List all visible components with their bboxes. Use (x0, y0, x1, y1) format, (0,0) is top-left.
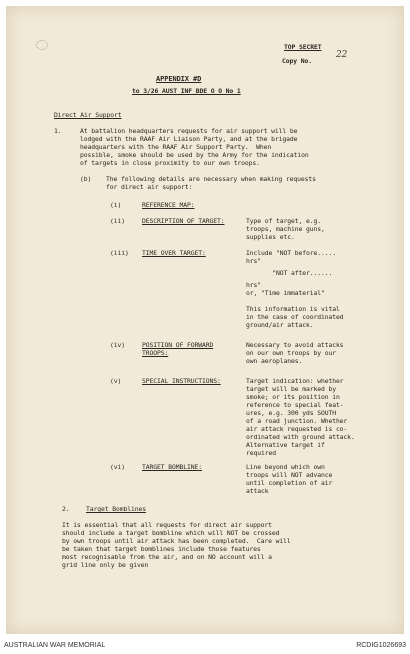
document-page (6, 6, 404, 634)
section-heading-direct-air-support: Direct Air Support (54, 111, 122, 119)
item-title-continued: TROOPS: (142, 349, 169, 357)
section-number-2: 2. (62, 505, 70, 513)
archive-reference-id: RCDIG1026693 (356, 642, 406, 649)
section-heading-target-bomblines: Target Bomblines (86, 505, 146, 513)
archive-footer (0, 640, 410, 654)
item-detail-line: air attack requested is co- (246, 425, 348, 433)
item-detail-line: ground/air attack. (246, 321, 314, 329)
item-detail-line: ures, e.g. 300 yds SOUTH (246, 409, 336, 417)
item-detail-line: troops, machine guns, (246, 225, 325, 233)
sub-paragraph-b-line: for direct air support: (106, 183, 193, 191)
sub-paragraph-b-label: (b) (80, 175, 92, 183)
item-detail-line: ordinated with ground attack. (246, 433, 355, 441)
item-detail-line: or, "Time immaterial" (246, 289, 325, 297)
item-detail-line: until completion of air (246, 479, 333, 487)
item-detail-line: hrs" (246, 257, 261, 265)
sub-paragraph-b-line: The following details are necessary when making requests (106, 175, 316, 183)
item-number: (ii) (110, 217, 125, 225)
paragraph-line: It is essential that all requests for direct air support (62, 521, 272, 529)
item-detail-line: Include "NOT before..... (246, 249, 336, 257)
item-number: (vi) (110, 463, 125, 471)
item-detail-line: attack (246, 487, 269, 495)
item-number: (i) (110, 201, 122, 209)
paragraph-line: grid line only be given (62, 561, 149, 569)
section-number-1: 1. (54, 127, 62, 135)
item-detail-line: own aeroplanes. (246, 357, 303, 365)
item-detail-line: troops will NOT advance (246, 471, 333, 479)
item-detail-line: reference to special feat- (246, 401, 344, 409)
item-number: (v) (110, 377, 122, 385)
security-classification: TOP SECRET (284, 43, 322, 51)
paragraph-line: possible, smoke should be used by the Army for the indication (80, 151, 309, 159)
appendix-title: APPENDIX #D (156, 75, 202, 83)
item-title-description-of-target: DESCRIPTION OF TARGET: (142, 217, 225, 225)
paragraph-line: most recognisable from the air, and on NO account will a (62, 553, 272, 561)
paragraph-line: by own troops until air attack has been completed. Care will (62, 537, 291, 545)
item-title-special-instructions: SPECIAL INSTRUCTIONS: (142, 377, 221, 385)
pencil-mark (36, 40, 48, 50)
item-detail-line: smoke; or its position in (246, 393, 340, 401)
item-detail-line: target will be marked by (246, 385, 336, 393)
item-number: (iii) (110, 249, 129, 257)
item-title-time-over-target: TIME OVER TARGET: (142, 249, 206, 257)
item-detail-line: in the case of coordinated (246, 313, 344, 321)
paragraph-line: At battalion headquarters requests for air support will be (80, 127, 298, 135)
item-detail-line: Line beyond which own (246, 463, 325, 471)
item-detail-line: "NOT after...... (246, 269, 333, 277)
paragraph-line: should include a target bombline which will NOT be crossed (62, 529, 280, 537)
archive-name: AUSTRALIAN WAR MEMORIAL (4, 642, 106, 649)
item-title-reference-map: REFERENCE MAP: (142, 201, 195, 209)
item-title-target-bombline: TARGET BOMBLINE: (142, 463, 202, 471)
item-detail-line: supplies etc. (246, 233, 295, 241)
paragraph-line: headquarters with the RAAF Air Support Party. When (80, 143, 272, 151)
copy-number-handwritten: 22 (336, 50, 348, 60)
order-reference: to 3/26 AUST INF BDE O O No 1 (132, 87, 241, 95)
paragraph-line: of targets in close proximity to our own troops. (80, 159, 260, 167)
item-detail-line: on our own troops by our (246, 349, 336, 357)
item-detail-line: This information is vital (246, 305, 340, 313)
copy-number-label: Copy No. (282, 57, 312, 65)
item-number: (iv) (110, 341, 125, 349)
item-title-position-of-forward-troops: POSITION OF FORWARD (142, 341, 214, 349)
item-detail-line: of a road junction. Whether (246, 417, 348, 425)
item-detail-line: Target indication: whether (246, 377, 344, 385)
item-detail-line: hrs" (246, 281, 261, 289)
paragraph-line: be taken that target bomblines include those features (62, 545, 261, 553)
item-detail-line: Alternative target if (246, 441, 325, 449)
paragraph-line: lodged with the RAAF Air Liaison Party, and at the brigade (80, 135, 298, 143)
item-detail-line: Necessary to avoid attacks (246, 341, 344, 349)
item-detail-line: Type of target, e.g. (246, 217, 321, 225)
item-detail-line: required (246, 449, 276, 457)
